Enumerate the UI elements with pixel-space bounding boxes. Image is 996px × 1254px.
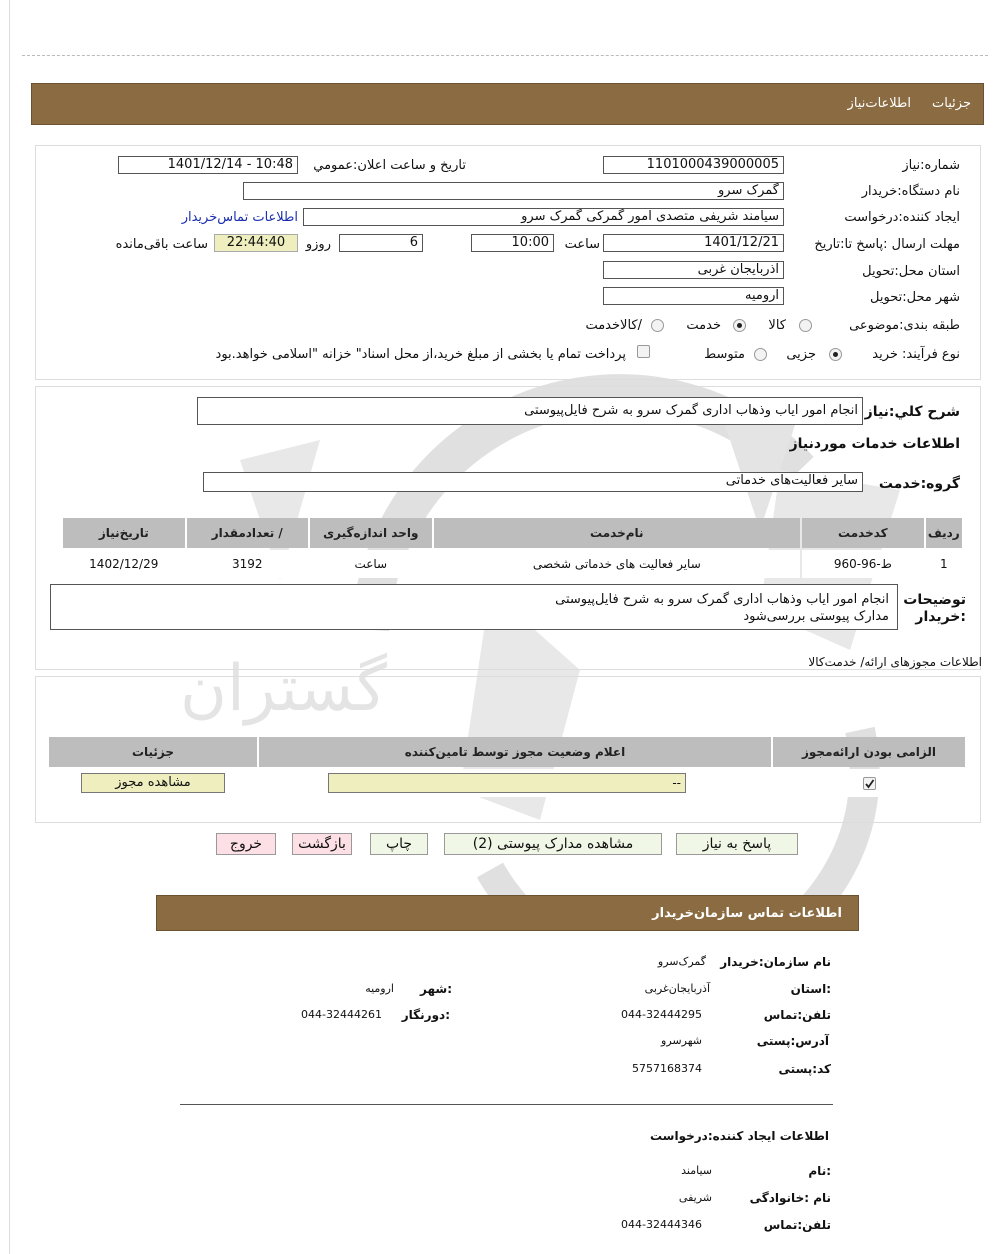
view-permit-button[interactable]: مشاهده مجوز bbox=[81, 773, 225, 793]
category-label: طبقه بندی:موضوعی bbox=[849, 318, 960, 333]
summary-label: شرح کلي:نیاز bbox=[864, 404, 960, 420]
requester-name-label: :نام bbox=[808, 1164, 831, 1178]
need-number-field: 1101000439000005 bbox=[603, 156, 784, 174]
remaining-label: ساعت باقی‌مانده bbox=[115, 237, 208, 252]
requester-name-value: سیامند bbox=[681, 1164, 712, 1177]
city-field: ارومیه bbox=[603, 287, 784, 305]
permit-status-cell bbox=[259, 769, 771, 797]
cell-name: سایر فعالیت های خدماتی شخصی bbox=[434, 550, 801, 578]
permit-required-checkbox[interactable] bbox=[863, 777, 876, 790]
cell-qty: 3192 bbox=[187, 550, 309, 578]
permit-details-cell bbox=[49, 769, 257, 797]
category-goods-radio[interactable] bbox=[799, 319, 812, 332]
buyer-notes-label-2: :خریدار bbox=[915, 609, 966, 625]
category-goods-service-radio[interactable] bbox=[651, 319, 664, 332]
service-group-field: سایر فعالیت‌های خدماتی bbox=[203, 472, 863, 492]
checkmark-icon bbox=[864, 778, 875, 789]
contact-city-value: ارومیه bbox=[365, 982, 394, 995]
exit-button[interactable]: خروج bbox=[216, 833, 276, 855]
province-label: استان محل:تحویل bbox=[862, 264, 960, 279]
contact-header bbox=[156, 895, 859, 931]
contact-address-label: آدرس:پستی bbox=[756, 1034, 829, 1048]
requester-family-label: نام :خانوادگی bbox=[749, 1191, 831, 1205]
announce-field: 1401/12/14 - 10:48 bbox=[118, 156, 298, 174]
col-unit: واحد اندازه‌گیری bbox=[310, 518, 432, 548]
buyer-contact-link[interactable]: اطلاعات تماس‌خریدار bbox=[181, 210, 298, 225]
table-row bbox=[63, 550, 962, 578]
cell-unit: ساعت bbox=[310, 550, 432, 578]
services-title: اطلاعات خدمات موردنیاز bbox=[789, 436, 960, 452]
category-goods-service-label: /کالاخدمت bbox=[585, 318, 642, 333]
permits-table bbox=[47, 735, 967, 799]
permit-col-required: الزامی بودن ارائه‌مجوز bbox=[773, 737, 965, 767]
contact-postal-value: 5757168374 bbox=[632, 1062, 702, 1075]
buyer-org-label: نام دستگاه:خریدار bbox=[861, 184, 960, 199]
col-code: کدخدمت bbox=[802, 518, 924, 548]
table-row bbox=[49, 769, 965, 797]
contact-divider bbox=[180, 1104, 833, 1105]
deadline-date-field: 1401/12/21 bbox=[603, 234, 784, 252]
contact-org-value: گمرک‌سرو bbox=[657, 955, 706, 968]
category-service-label: خدمت bbox=[686, 318, 721, 333]
payment-checkbox[interactable] bbox=[637, 345, 650, 358]
process-label: نوع فرآیند: خرید bbox=[872, 347, 960, 362]
reply-button[interactable]: پاسخ به نیاز bbox=[676, 833, 798, 855]
contact-phone-value: 044-32444295 bbox=[621, 1008, 702, 1021]
buyer-org-field: گمرک سرو bbox=[243, 182, 784, 200]
tab-details[interactable]: جزئیات bbox=[932, 96, 971, 111]
announce-label: تاریخ و ساعت اعلان:عمومي bbox=[313, 158, 466, 173]
category-service-radio[interactable] bbox=[733, 319, 746, 332]
contact-fax-label: :دورنگار bbox=[401, 1008, 450, 1022]
print-button[interactable]: چاپ bbox=[370, 833, 428, 855]
back-button[interactable]: بازگشت bbox=[292, 833, 352, 855]
cell-row: 1 bbox=[926, 550, 962, 578]
contact-province-label: :استان bbox=[790, 982, 831, 996]
service-table bbox=[61, 516, 964, 580]
deadline-label: مهلت ارسال :پاسخ تا:تاریخ bbox=[814, 237, 960, 252]
contact-city-label: :شهر bbox=[420, 982, 452, 996]
contact-title: اطلاعات تماس سازمان‌خریدار bbox=[652, 906, 842, 921]
summary-field: انجام امور ایاب وذهاب اداری گمرک سرو به شرح فایل‌پیوستی bbox=[197, 397, 863, 425]
remaining-timer: 22:44:40 bbox=[214, 234, 298, 252]
contact-postal-label: کد:پستی bbox=[778, 1062, 831, 1076]
col-date: تاریخ‌نیاز bbox=[63, 518, 185, 548]
need-number-label: شماره:نیاز bbox=[902, 158, 960, 173]
days-label: روزو bbox=[305, 237, 331, 252]
deadline-time-label: ساعت bbox=[564, 237, 600, 252]
col-name: نام‌خدمت bbox=[434, 518, 801, 548]
category-goods-label: کالا bbox=[768, 318, 786, 333]
contact-phone-label: تلفن:تماس bbox=[763, 1008, 831, 1022]
permit-col-details: جزئیات bbox=[49, 737, 257, 767]
permit-status-field: -- bbox=[328, 773, 686, 793]
permits-table-header bbox=[49, 737, 965, 767]
creator-field: سیامند شریفی متصدی امور گمرکی گمرک سرو bbox=[303, 208, 784, 226]
process-medium-label: متوسط bbox=[704, 347, 745, 362]
requester-phone-label: تلفن:تماس bbox=[763, 1218, 831, 1232]
process-partial-label: جزیی bbox=[786, 347, 816, 362]
deadline-time-field: 10:00 bbox=[471, 234, 554, 252]
contact-org-label: نام سازمان:خریدار bbox=[720, 955, 831, 969]
buyer-notes-label-1: توضیحات bbox=[903, 592, 966, 608]
requester-phone-value: 044-32444346 bbox=[621, 1218, 702, 1231]
permit-required-cell bbox=[773, 769, 965, 797]
tab-need-info[interactable]: اطلاعات‌نیاز bbox=[847, 96, 911, 111]
view-documents-button[interactable]: مشاهده مدارک پیوستی (2) bbox=[444, 833, 662, 855]
buyer-notes-line-2: مدارک پیوستی بررسی‌شود bbox=[743, 609, 889, 624]
cell-date: 1402/12/29 bbox=[63, 550, 185, 578]
city-label: شهر محل:تحویل bbox=[870, 290, 960, 305]
process-partial-radio[interactable] bbox=[829, 348, 842, 361]
province-field: آذربایجان غربی bbox=[603, 261, 784, 279]
contact-fax-value: 044-32444261 bbox=[301, 1008, 382, 1021]
requester-title: اطلاعات ایجاد کننده:درخواست bbox=[649, 1129, 829, 1143]
contact-address-value: شهرسرو bbox=[661, 1034, 702, 1047]
need-info-panel bbox=[35, 145, 981, 380]
permits-title: اطلاعات مجوزهای ارائه/ خدمت‌کالا bbox=[808, 655, 982, 669]
service-table-header bbox=[63, 518, 962, 548]
process-medium-radio[interactable] bbox=[754, 348, 767, 361]
service-group-label: گروه:خدمت bbox=[878, 476, 960, 492]
page-top-divider bbox=[22, 55, 988, 56]
creator-label: ایجاد کننده:درخواست bbox=[844, 210, 960, 225]
cell-code: ط-96-960 bbox=[802, 550, 924, 578]
buyer-notes-line-1: انجام امور ایاب وذهاب اداری گمرک سرو به شرح فایل‌پیوستی bbox=[555, 592, 889, 607]
contact-province-value: آذربایجان‌غربی bbox=[644, 982, 710, 995]
permit-col-status: اعلام وضعیت مجوز توسط تامین‌کننده bbox=[259, 737, 771, 767]
col-qty: / تعدادمقدار bbox=[187, 518, 309, 548]
payment-note: پرداخت تمام یا بخشی از مبلغ خرید،از محل اسناد" خزانه "اسلامی خواهد.بود bbox=[215, 347, 626, 362]
days-field: 6 bbox=[339, 234, 423, 252]
page-left-border bbox=[9, 0, 10, 1254]
requester-family-value: شریفی bbox=[678, 1191, 712, 1204]
page-header bbox=[31, 83, 984, 125]
watermark-text: گستران bbox=[180, 652, 387, 726]
col-row: ردیف bbox=[926, 518, 962, 548]
buyer-notes-box bbox=[50, 584, 898, 630]
